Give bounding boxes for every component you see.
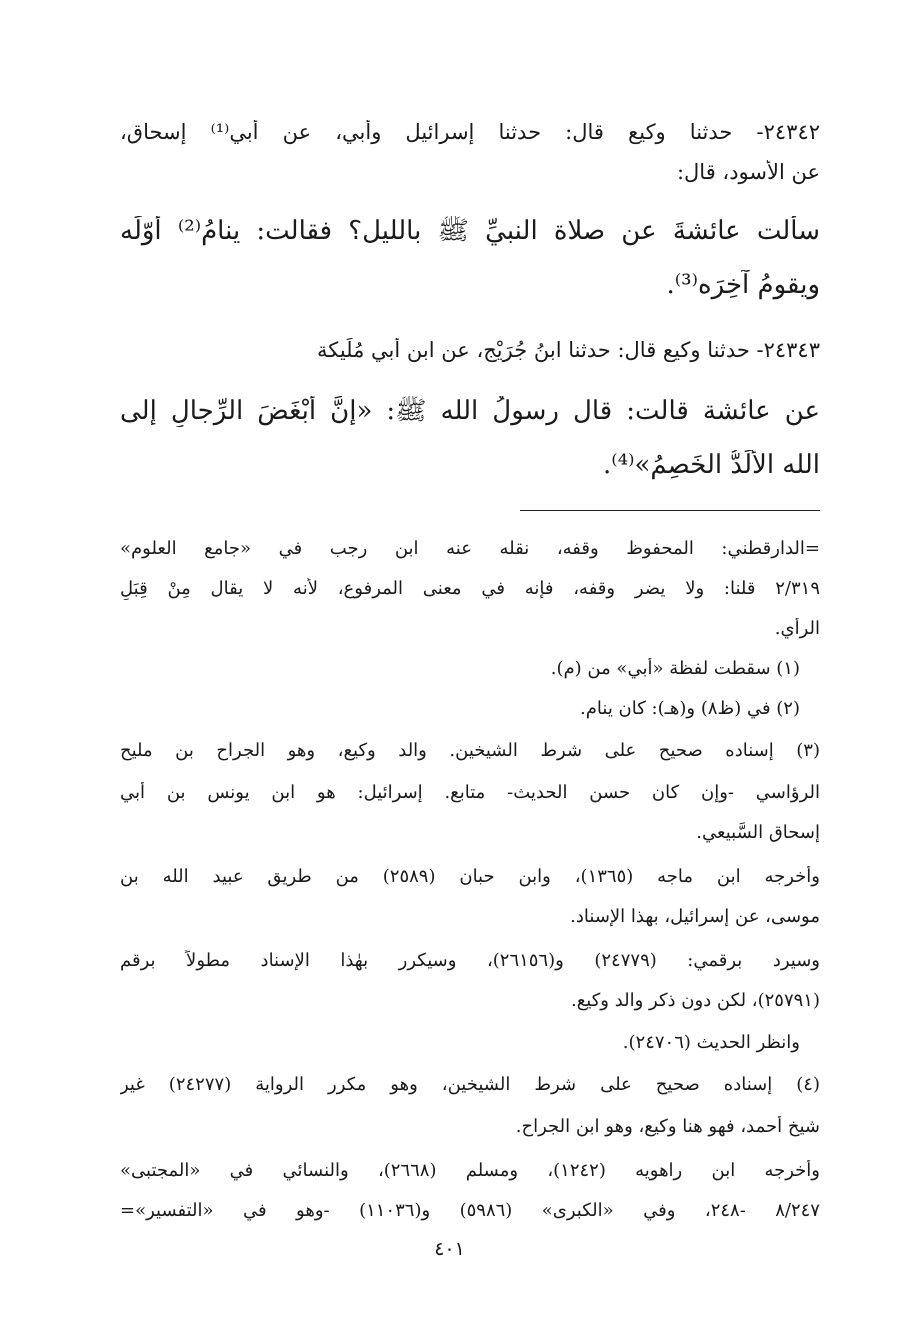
footnote-line: وأخرجه ابن ماجه (١٣٦٥)، وابن حبان (٢٥٨٩) من طريق عبيد الله بن — [120, 866, 820, 887]
footnote-line: =الدارقطني: المحفوظ وقفه، نقله عنه ابن رجب في «جامع العلوم» — [120, 538, 820, 559]
footnote-2: (٢) في (ظ٨) و(هـ): كان ينام. — [580, 698, 800, 719]
footnote-4: (٤) إسناده صحيح على شرط الشيخين، وهو مكرر الرواية (٢٤٢٧٧) غير — [120, 1074, 820, 1095]
footnote-separator — [520, 510, 820, 511]
hadith-24343-text-line-1: عن عائشة قالت: قال رسولُ الله ﷺ: «إنَّ أبْغَضَ الرِّجالِ إلى — [120, 396, 820, 426]
footnote-line: ٢/٣١٩ قلنا: ولا يضر وقفه، فإنه في معنى المرفوع، لأنه لا يقال مِنْ قِبَلِ — [120, 578, 820, 599]
hadith-24342-line-1: ٢٤٣٤٢- حدثنا وكيع قال: حدثنا إسرائيل وأبي، عن أبي⁽¹⁾ إسحاق، — [120, 120, 820, 144]
footnote-line: (٢٥٧٩١)، لكن دون ذكر والد وكيع. — [570, 990, 820, 1011]
footnote-line: الرأي. — [774, 618, 820, 639]
footnote-line: ٨/٢٤٧ -٢٤٨، وفي «الكبرى» (٥٩٨٦) و(١١٠٣٦) -وهو في «التفسير»= — [120, 1200, 820, 1221]
footnote-line: شيخ أحمد، فهو هنا وكيع، وهو ابن الجراح. — [515, 1116, 820, 1137]
footnote-line: وانظر الحديث (٢٤٧٠٦). — [622, 1032, 800, 1053]
footnote-line: موسى، عن إسرائيل، بهذا الإسناد. — [570, 906, 820, 927]
footnote-line: الرؤاسي -وإن كان حسن الحديث- متابع. إسرائيل: هو ابن يونس بن أبي — [120, 782, 820, 803]
footnote-1: (١) سقطت لفظة «أبي» من (م). — [550, 658, 800, 679]
hadith-24342-text-line-2: ويقومُ آخِرَه⁽³⁾. — [666, 270, 820, 300]
footnote-3: (٣) إسناده صحيح على شرط الشيخين. والد وكيع، وهو الجراح بن مليح — [120, 740, 820, 761]
footnote-line: وأخرجه ابن راهويه (١٢٤٢)، ومسلم (٢٦٦٨)، والنسائي في «المجتبى» — [120, 1160, 820, 1181]
hadith-24343-text-line-2: الله الألَدُّ الخَصِمُ»⁽⁴⁾. — [602, 450, 820, 480]
footnote-line: وسيرد برقمي: (٢٤٧٧٩) و(٢٦١٥٦)، وسيكرر بهٰذا الإسناد مطولاً برقم — [120, 950, 820, 971]
hadith-24342-text-line-1: سألت عائشةَ عن صلاة النبيِّ ﷺ بالليل؟ فقالت: ينامُ⁽²⁾ أوّلَه — [120, 216, 820, 246]
hadith-24342-line-2: عن الأسود، قال: — [676, 160, 820, 184]
page-number: ٤٠١ — [434, 1238, 465, 1260]
footnote-line: إسحاق السَّبيعي. — [696, 822, 820, 843]
hadith-24343-line-1: ٢٤٣٤٣- حدثنا وكيع قال: حدثنا ابنُ جُرَيْج، عن ابن أبي مُلَيكة — [316, 338, 820, 362]
